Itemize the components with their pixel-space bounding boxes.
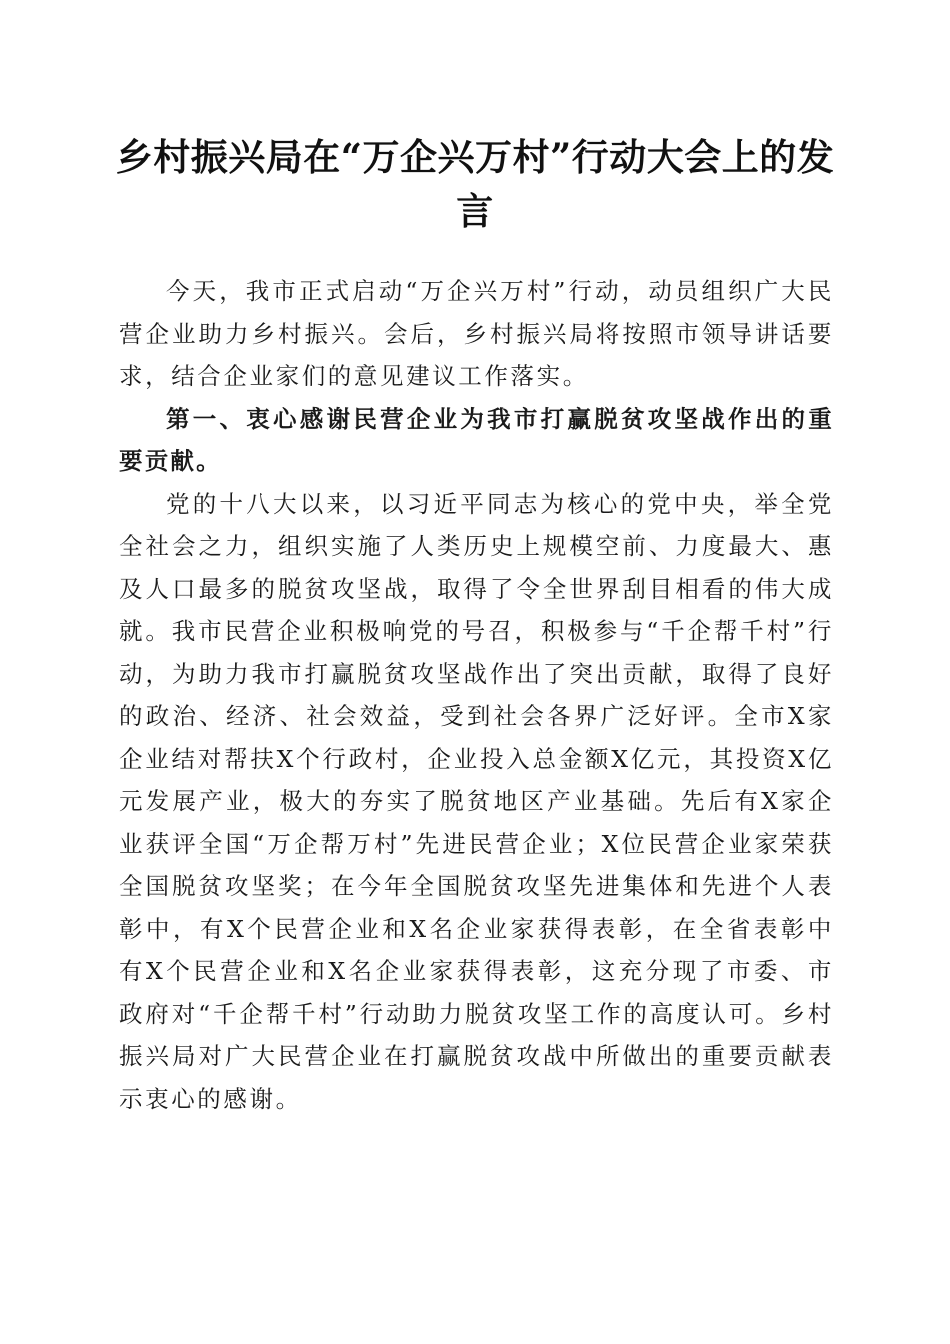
document-title: 乡村振兴局在“万企兴万村”行动大会上的发言: [115, 135, 835, 233]
document-body: [119, 270, 834, 1120]
paragraph-intro: 今天，我市正式启动“万企兴万村”行动，动员组织广大民营企业助力乡村振兴。会后，乡村振兴局将按照市领导讲话要求，结合企业家们的意见建议工作落实。: [119, 277, 834, 390]
section-heading-1: 第一、衷心感谢民营企业为我市打赢脱贫攻坚战作出的重要贡献。: [119, 404, 834, 475]
paragraph-body: 党的十八大以来，以习近平同志为核心的党中央，举全党全社会之力，组织实施了人类历史上规模空前、力度最大、惠及人口最多的脱贫攻坚战，取得了令全世界刮目相看的伟大成就。我市民营企业积极响党的号召，积极参与“千企帮千村”行动，为助力我市打赢脱贫攻坚战作出了突出贡献，取得了良好的政治、经济、社会效益，受到社会各界广泛好评。全市X家企业结对帮扶X个行政村，企业投入总金额X亿元，其投资X亿元发展产业，极大的夯实了脱贫地区产业基础。先后有X家企业获评全国“万企帮万村”先进民营企业；X位民营企业家荣获全国脱贫攻坚奖；在今年全国脱贫攻坚先进集体和先进个人表彰中，有X个民营企业和X名企业家获得表彰，在全省表彰中有X个民营企业和X名企业家获得表彰，这充分现了市委、市政府对“千企帮千村”行动助力脱贫攻坚工作的高度认可。乡村振兴局对广大民营企业在打赢脱贫攻战中所做出的重要贡献表示衷心的感谢。: [119, 489, 834, 1113]
